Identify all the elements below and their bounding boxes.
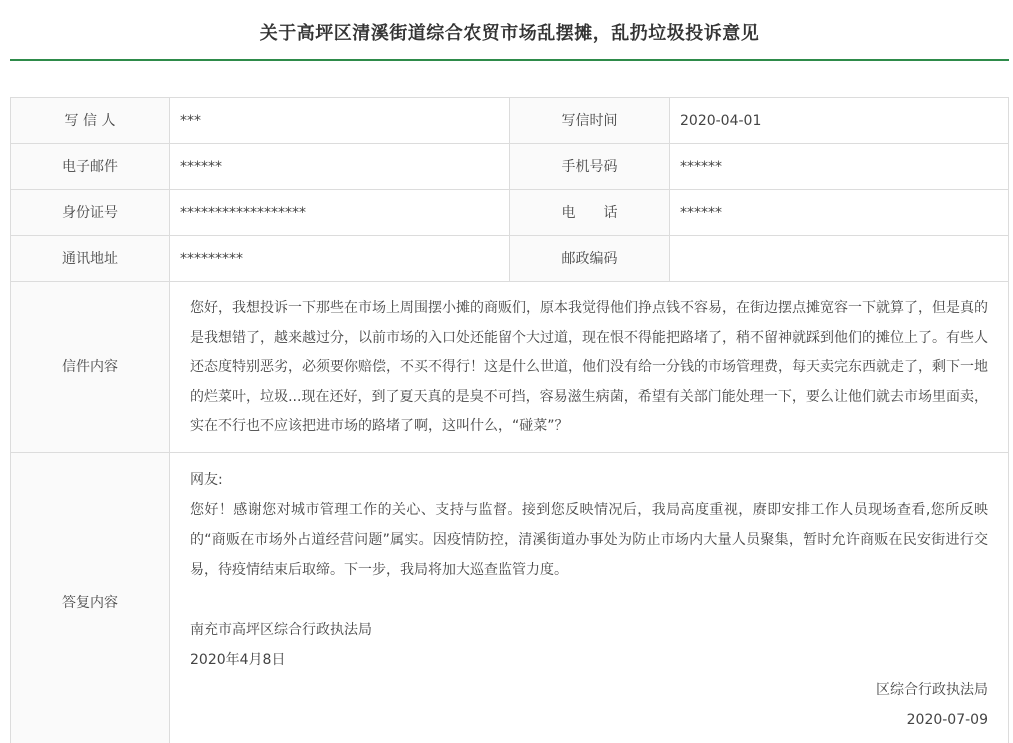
reply-spacer [190, 585, 988, 615]
postcode-value [670, 236, 1009, 282]
email-label: 电子邮件 [11, 144, 170, 190]
mobile-label: 手机号码 [510, 144, 670, 190]
write-time-label: 写信时间 [510, 98, 670, 144]
mobile-value: ****** [670, 144, 1009, 190]
reply-content [170, 453, 1009, 743]
phone-label: 电 话 [510, 190, 670, 236]
reply-greeting: 网友: [190, 472, 223, 488]
writer-value: *** [170, 98, 510, 144]
address-value: ********* [170, 236, 510, 282]
phone-value: ****** [670, 190, 1009, 236]
reply-department: 区综合行政执法局 [876, 682, 988, 698]
letter-content-label: 信件内容 [11, 282, 170, 453]
reply-content-label: 答复内容 [11, 453, 170, 743]
id-number-value: ****************** [170, 190, 510, 236]
email-value: ****** [170, 144, 510, 190]
reply-sign-date: 2020年4月8日 [190, 652, 286, 668]
id-number-label: 身份证号 [11, 190, 170, 236]
reply-date: 2020-07-09 [906, 712, 988, 728]
write-time-value: 2020-04-01 [670, 98, 1009, 144]
page-title: 关于高坪区清溪街道综合农贸市场乱摆摊，乱扔垃圾投诉意见 [259, 23, 760, 44]
reply-body: 您好！感谢您对城市管理工作的关心、支持与监督。接到您反映情况后，我局高度重视，赓即安排工作人员现场查看,您所反映的“商贩在市场外占道经营问题”属实。因疫情防控，清溪街道办事处为防止市场内大量人员聚集，暂时允许商贩在民安街进行交易，待疫情结束后取缔。下一步，我局将加大巡查监管力度。 [190, 502, 988, 578]
writer-label: 写 信 人 [11, 98, 170, 144]
postcode-label: 邮政编码 [510, 236, 670, 282]
letter-content-text: 您好，我想投诉一下那些在市场上周围摆小摊的商贩们，原本我觉得他们挣点钱不容易，在街边摆点摊宽容一下就算了，但是真的是我想错了，越来越过分，以前市场的入口处还能留个大过道，现在恨不得能把路堵了，稍不留神就踩到他们的摊位上了。有些人还态度特别恶劣，必须要你赔偿，不买不得行！这是什么世道，他们没有给一分钱的市场管理费，每天卖完东西就走了，剩下一地的烂菜叶，垃圾...现在还好，到了夏天真的是臭不可挡，容易滋生病菌，希望有关部门能处理一下，要么让他们就去市场里面卖，实在不行也不应该把进市场的路堵了啊，这叫什么，“碰菜”？ [170, 282, 1009, 453]
letter-info-table [10, 97, 1009, 743]
address-label: 通讯地址 [11, 236, 170, 282]
title-bar [10, 0, 1009, 61]
reply-signature: 南充市高坪区综合行政执法局 [190, 622, 372, 638]
